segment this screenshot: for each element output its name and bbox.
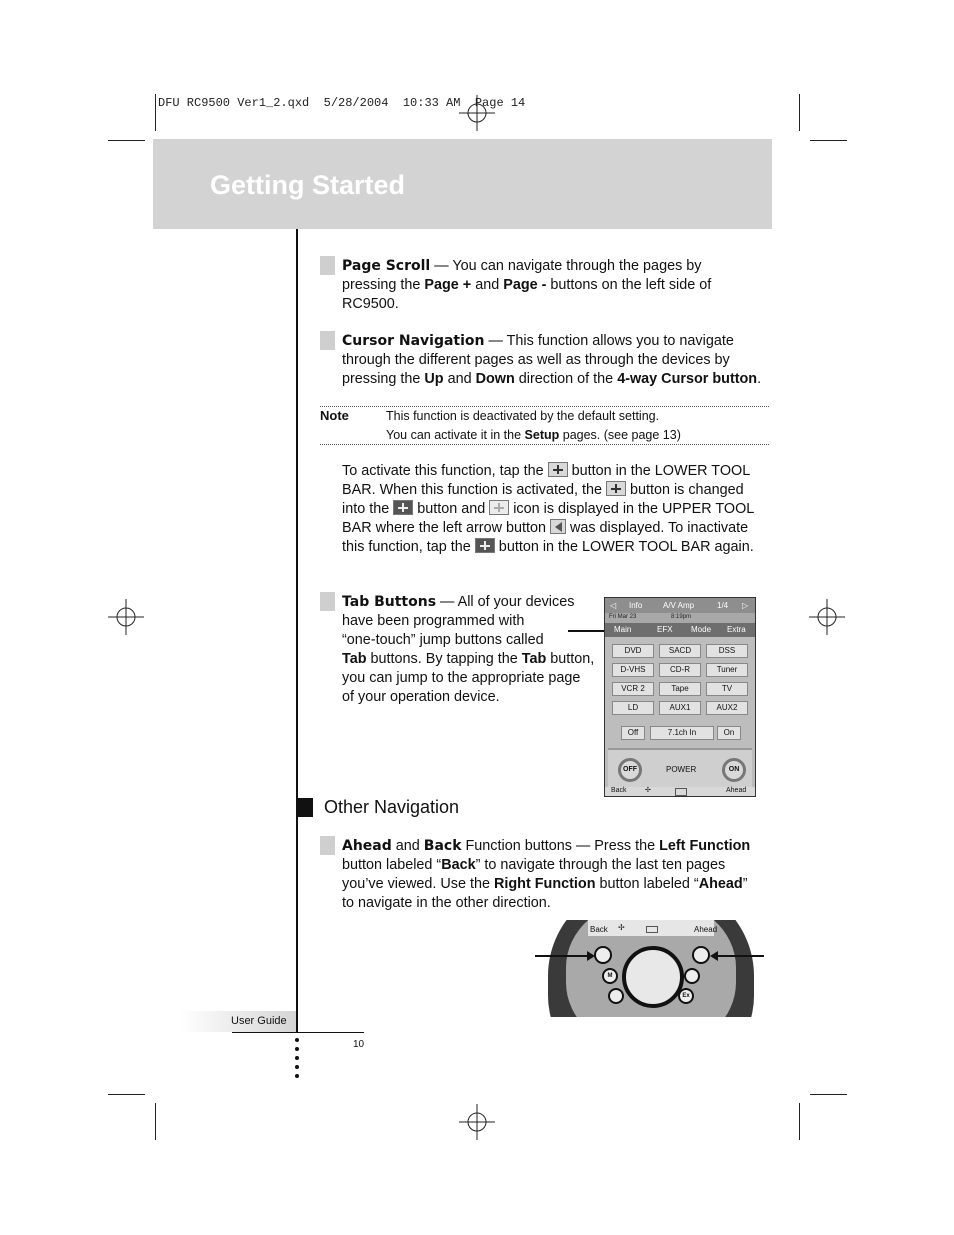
crop-mark: [108, 1094, 145, 1095]
screen-device-button[interactable]: DVD: [612, 644, 654, 658]
screen-device-button[interactable]: CD-R: [659, 663, 701, 677]
crop-mark: [799, 1103, 800, 1140]
screen-input-display: 7.1ch In: [650, 726, 714, 740]
screen-top-device: A/V Amp: [663, 601, 695, 610]
footer-dot: [295, 1074, 299, 1078]
cursor-navigation-paragraph: Cursor Navigation — This function allows you to navigate through the different pages as well as through the devices by pressing the Up and Down direction of the 4-way Cursor button.: [342, 333, 762, 387]
footer-dot: [295, 1038, 299, 1042]
activate-paragraph: To activate this function, tap the button in the LOWER TOOL BAR. When this function is activated, the button is changed into the button and icon is displayed in the UPPER TOOL BAR where the left arrow button was displayed. To inactivate this function, tap the button in the LOWER TOOL BAR again.: [342, 463, 755, 555]
term-cursor-navigation: Cursor Navigation: [342, 333, 485, 349]
screen-device-button[interactable]: D-VHS: [612, 663, 654, 677]
screen-device-button[interactable]: VCR 2: [612, 682, 654, 696]
crop-mark: [810, 1094, 847, 1095]
screen-cursor-icon[interactable]: ✢: [645, 787, 651, 794]
footer-dot: [295, 1056, 299, 1060]
vertical-rule: [296, 229, 298, 1032]
screen-tab-extra[interactable]: Extra: [727, 625, 746, 634]
screen-device-button[interactable]: Tape: [659, 682, 701, 696]
crop-mark: [108, 140, 145, 141]
remote-ahead-label: Ahead: [694, 925, 718, 934]
bullet-marker: [320, 256, 335, 275]
menu-button[interactable]: M: [602, 968, 618, 984]
cursor-pad[interactable]: [622, 946, 684, 1008]
screen-device-button[interactable]: LD: [612, 701, 654, 715]
cursor-active-icon: [475, 538, 495, 553]
screen-lower-toolbar: [605, 787, 755, 797]
term-tab-buttons: Tab Buttons: [342, 594, 437, 610]
term-page-scroll: Page Scroll: [342, 258, 431, 274]
crop-mark: [155, 94, 156, 131]
screen-device-button[interactable]: SACD: [659, 644, 701, 658]
bullet-marker: [320, 592, 335, 611]
crop-mark: [810, 140, 847, 141]
pointer-arrow-icon: [535, 955, 589, 957]
footer-dot: [295, 1065, 299, 1069]
home-icon[interactable]: [608, 988, 624, 1004]
return-icon[interactable]: [684, 968, 700, 984]
note-label: Note: [320, 408, 349, 423]
screen-tab-main[interactable]: Main: [614, 625, 632, 634]
screen-left-arrow-icon: ◁: [610, 601, 617, 610]
cursor-mode-icon: [548, 462, 568, 477]
cursor-active-icon: [393, 500, 413, 515]
screen-power-off-button[interactable]: OFF: [618, 758, 642, 782]
remote-toolbar: [588, 920, 718, 936]
printer-slug: DFU RC9500 Ver1_2.qxd 5/28/2004 10:33 AM Page 14: [158, 96, 526, 110]
section-marker: [298, 798, 313, 817]
pointer-arrow-icon: [568, 630, 606, 632]
screen-tab-bar: [605, 623, 755, 637]
note-rule-bottom: [320, 444, 769, 445]
screen-on-button[interactable]: On: [717, 726, 741, 740]
registration-mark-icon: [459, 95, 495, 131]
user-guide-label: User Guide: [231, 1015, 287, 1027]
screen-ahead-label[interactable]: Ahead: [726, 787, 747, 794]
screen-device-button[interactable]: Tuner: [706, 663, 748, 677]
screen-keyboard-icon[interactable]: [675, 788, 687, 796]
footer-dot: [295, 1047, 299, 1051]
screen-power-panel: [608, 748, 752, 788]
cursor-indicator-icon: [489, 500, 509, 515]
left-function-button[interactable]: [594, 946, 612, 964]
remote-screen-illustration: [604, 597, 756, 797]
screen-right-arrow-icon: ▷: [742, 601, 749, 610]
pointer-arrow-icon: [716, 955, 764, 957]
cursor-mode-icon: [606, 481, 626, 496]
screen-device-button[interactable]: AUX2: [706, 701, 748, 715]
screen-date: Fri Mar 23: [609, 614, 637, 620]
registration-mark-icon: [459, 1104, 495, 1140]
screen-time: 8:19pm: [671, 614, 692, 620]
screen-device-button[interactable]: AUX1: [659, 701, 701, 715]
tab-buttons-paragraph: Tab Buttons — All of your devices have been programmed with “one-touch” jump buttons called Tab buttons. By tapping the Tab button, you can jump to the appropriate page of your operation device.: [342, 594, 595, 705]
bullet-marker: [320, 836, 335, 855]
ex-button[interactable]: Ex: [678, 988, 694, 1004]
screen-top-info: Info: [629, 601, 643, 610]
screen-back-label[interactable]: Back: [611, 787, 627, 794]
other-navigation-paragraph: Ahead and Back Function buttons — Press the Left Function button labeled “Back” to navigate through the last ten pages you’ve viewed. Use the Right Function button labeled “Ahead” to navigate in the other direction.: [342, 838, 751, 911]
screen-power-label: POWER: [666, 765, 697, 774]
note-line-1: This function is deactivated by the default setting.: [386, 409, 660, 423]
remote-photo: [548, 920, 754, 1017]
remote-back-label: Back: [590, 925, 608, 934]
screen-top-bar: [605, 598, 755, 613]
remote-cursor-icon: ✢: [618, 923, 625, 932]
section-title-other-navigation: Other Navigation: [324, 797, 460, 817]
screen-date-bar: [605, 613, 755, 623]
screen-power-on-button[interactable]: ON: [722, 758, 746, 782]
screen-tab-efx[interactable]: EFX: [657, 625, 673, 634]
crop-mark: [155, 1103, 156, 1140]
page-scroll-paragraph: Page Scroll — You can navigate through the pages by pressing the Page + and Page - buttons on the left side of RC9500.: [342, 258, 712, 312]
bullet-marker: [320, 331, 335, 350]
footer-rule: [232, 1032, 364, 1033]
note-line-2: You can activate it in the Setup pages. (see page 13): [386, 428, 681, 442]
crop-mark: [799, 94, 800, 131]
registration-mark-icon: [108, 599, 144, 635]
note-rule-top: [320, 406, 769, 407]
screen-device-button[interactable]: TV: [706, 682, 748, 696]
right-function-button[interactable]: [692, 946, 710, 964]
screen-top-page: 1/4: [717, 601, 729, 610]
registration-mark-icon: [809, 599, 845, 635]
screen-off-button[interactable]: Off: [621, 726, 645, 740]
screen-device-button[interactable]: DSS: [706, 644, 748, 658]
remote-keyboard-icon: [646, 926, 658, 933]
page-title: Getting Started: [210, 170, 406, 200]
page-number: 10: [353, 1039, 365, 1050]
screen-tab-mode[interactable]: Mode: [691, 625, 712, 634]
left-arrow-icon: [550, 519, 566, 534]
